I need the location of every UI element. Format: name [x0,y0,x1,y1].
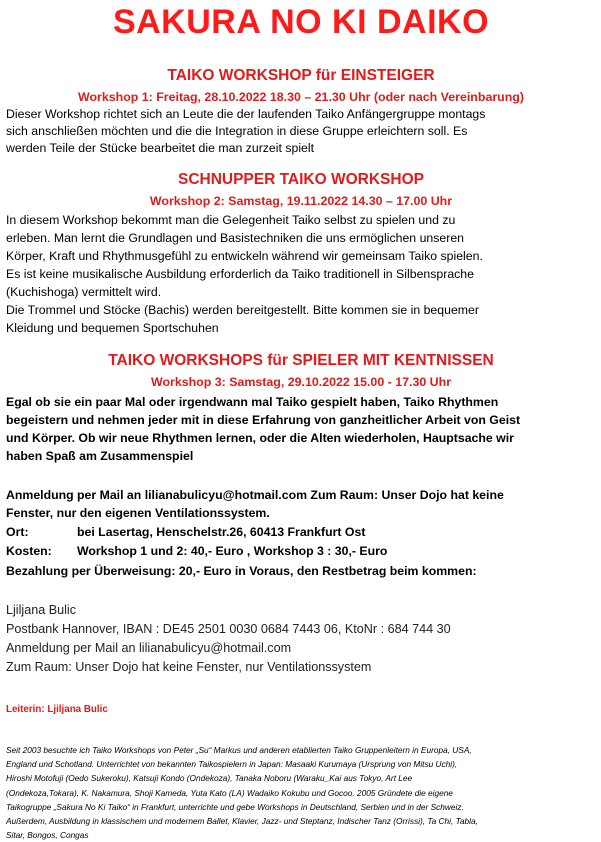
workshop-3-text-line: Egal ob sie ein paar Mal oder irgendwann mal Taiko gespielt haben, Taiko Rhythmen [6,395,499,409]
bio-line: (Ondekoza,Tokara), K. Nakamura, Shoji Kameda, Yuta Kato (LA) Wadaiko Kokubu und Gocoo. 2005 Gründete die eigene [6,787,453,798]
bio-line: Hiroshi Motofuji (Oedo Sukeroku), Katsuji Kondo (Ondekoza), Tanaka Noboru (Waraku_Kai aus Tokyo, Art Lee [6,773,413,784]
cost-label: Kosten: [6,544,52,558]
location-label: Ort: [6,525,29,539]
workshop-3-heading: TAIKO WORKSHOPS für SPIELER MIT KENTNISSEN [108,352,494,369]
workshop-3-text-line: und Körper. Ob wir neue Rhythmen lernen, oder die Alten wiederholen, Hauptsache wir [6,431,514,445]
workshop-1-date: Workshop 1: Freitag, 28.10.2022 18.30 – 21.30 Uhr (oder nach Vereinbarung) [77,90,524,104]
workshop-1-text-line: sich anschließen möchten und die die Integration in diese Gruppe erleichtern soll. Es [6,124,468,138]
registration-line: Anmeldung per Mail an lilianabulicyu@hotmail.com Zum Raum: Unser Dojo hat keine [6,488,504,502]
workshop-2-text-line: Körper, Kraft und Rhythmusgefühl zu entwickeln während wir gemeinsam Taiko spielen. [6,249,483,263]
location-value: bei Lasertag, Henschelstr.26, 60413 Frankfurt Ost [77,525,366,539]
workshop-2-text-line: Es ist keine musikalische Ausbildung erforderlich da Taiko traditionell in Silbensprache [6,267,474,281]
registration-line: Fenster, nur den eigenen Ventilationssystem. [6,506,270,520]
contact-bank: Postbank Hannover, IBAN : DE45 2501 0030 0684 7443 06, KtoNr : 684 744 30 [6,622,451,636]
workshop-2-text-line: erleben. Man lernt die Grundlagen und Basistechniken die uns ermöglichen unseren [6,231,465,245]
cost-value: Workshop 1 und 2: 40,- Euro , Workshop 3 : 30,- Euro [77,544,388,558]
workshop-3-date: Workshop 3: Samstag, 29.10.2022 15.00 - 17.30 Uhr [150,375,452,389]
workshop-2-heading: SCHNUPPER TAIKO WORKSHOP [177,171,424,188]
workshop-3-text-line: begeistern und nehmen jeder mit in diese Erfahrung von ganzheitlicher Arbeit von Geist [6,413,521,427]
workshop-3-text-line: haben Spaß am Zusammenspiel [6,449,194,463]
bio-line: Taikogruppe „Sakura No Ki Taiko“ in Frankfurt, unterrichte und gebe Workshops in Deutschland, Serbien und in der Schweiz. [6,801,464,812]
leader-credit: Leiterin: Ljiljana Bulic [6,704,108,715]
bio-line: Sitar, Bongos, Congas [6,830,89,841]
flyer-title: SAKURA NO KI DAIKO [112,3,490,41]
workshop-2-text-line: (Kuchishoga) vermittelt wird. [6,285,162,299]
workshop-2-text-line: In diesem Workshop bekommt man die Gelegenheit Taiko selbst zu spielen und zu [6,213,456,227]
contact-name: Ljiljana Bulic [6,603,77,617]
workshop-1-heading: TAIKO WORKSHOP für EINSTEIGER [167,67,435,84]
bio-line: Seit 2003 besuchte ich Taiko Workshops von Peter „Su“ Markus und anderen etablierten Taiko Gruppenleitern in Europa, USA, [6,745,472,755]
workshop-2-text-line: Die Trommel und Stöcke (Bachis) werden bereitgestellt. Bitte kommen sie in bequemer [6,303,479,317]
workshop-2-text-line: Kleidung und bequemen Sportschuhen [6,321,219,335]
workshop-1-text-line: Dieser Workshop richtet sich an Leute die der laufenden Taiko Anfängergruppe montags [6,107,486,121]
bio-line: England und Schotland. Unterrichtet von bekannten Taikospielern in Japan: Masaaki Kurumaya (Ursprung von Mitsu Uchi), [6,759,458,770]
bio-paragraph [6,743,596,842]
contact-email: Anmeldung per Mail an lilianabulicyu@hotmail.com [6,641,292,655]
workshop-2-date: Workshop 2: Samstag, 19.11.2022 14.30 – 17.00 Uhr [149,194,453,208]
payment-line: Bezahlung per Überweisung: 20,- Euro in Voraus, den Restbetrag beim kommen: [6,564,477,578]
bio-line: Außerdem, Ausbildung in klassischem und modernem Ballet, Klavier, Jazz- und Steptanz, Indischer Tanz (Orrissi), Ta Chi, Tabla, [6,816,478,827]
contact-room: Zum Raum: Unser Dojo hat keine Fenster, nur Ventilationssystem [6,660,372,674]
workshop-1-text-line: werden Teile der Stücke bearbeitet die man zurzeit spielt [6,141,315,155]
